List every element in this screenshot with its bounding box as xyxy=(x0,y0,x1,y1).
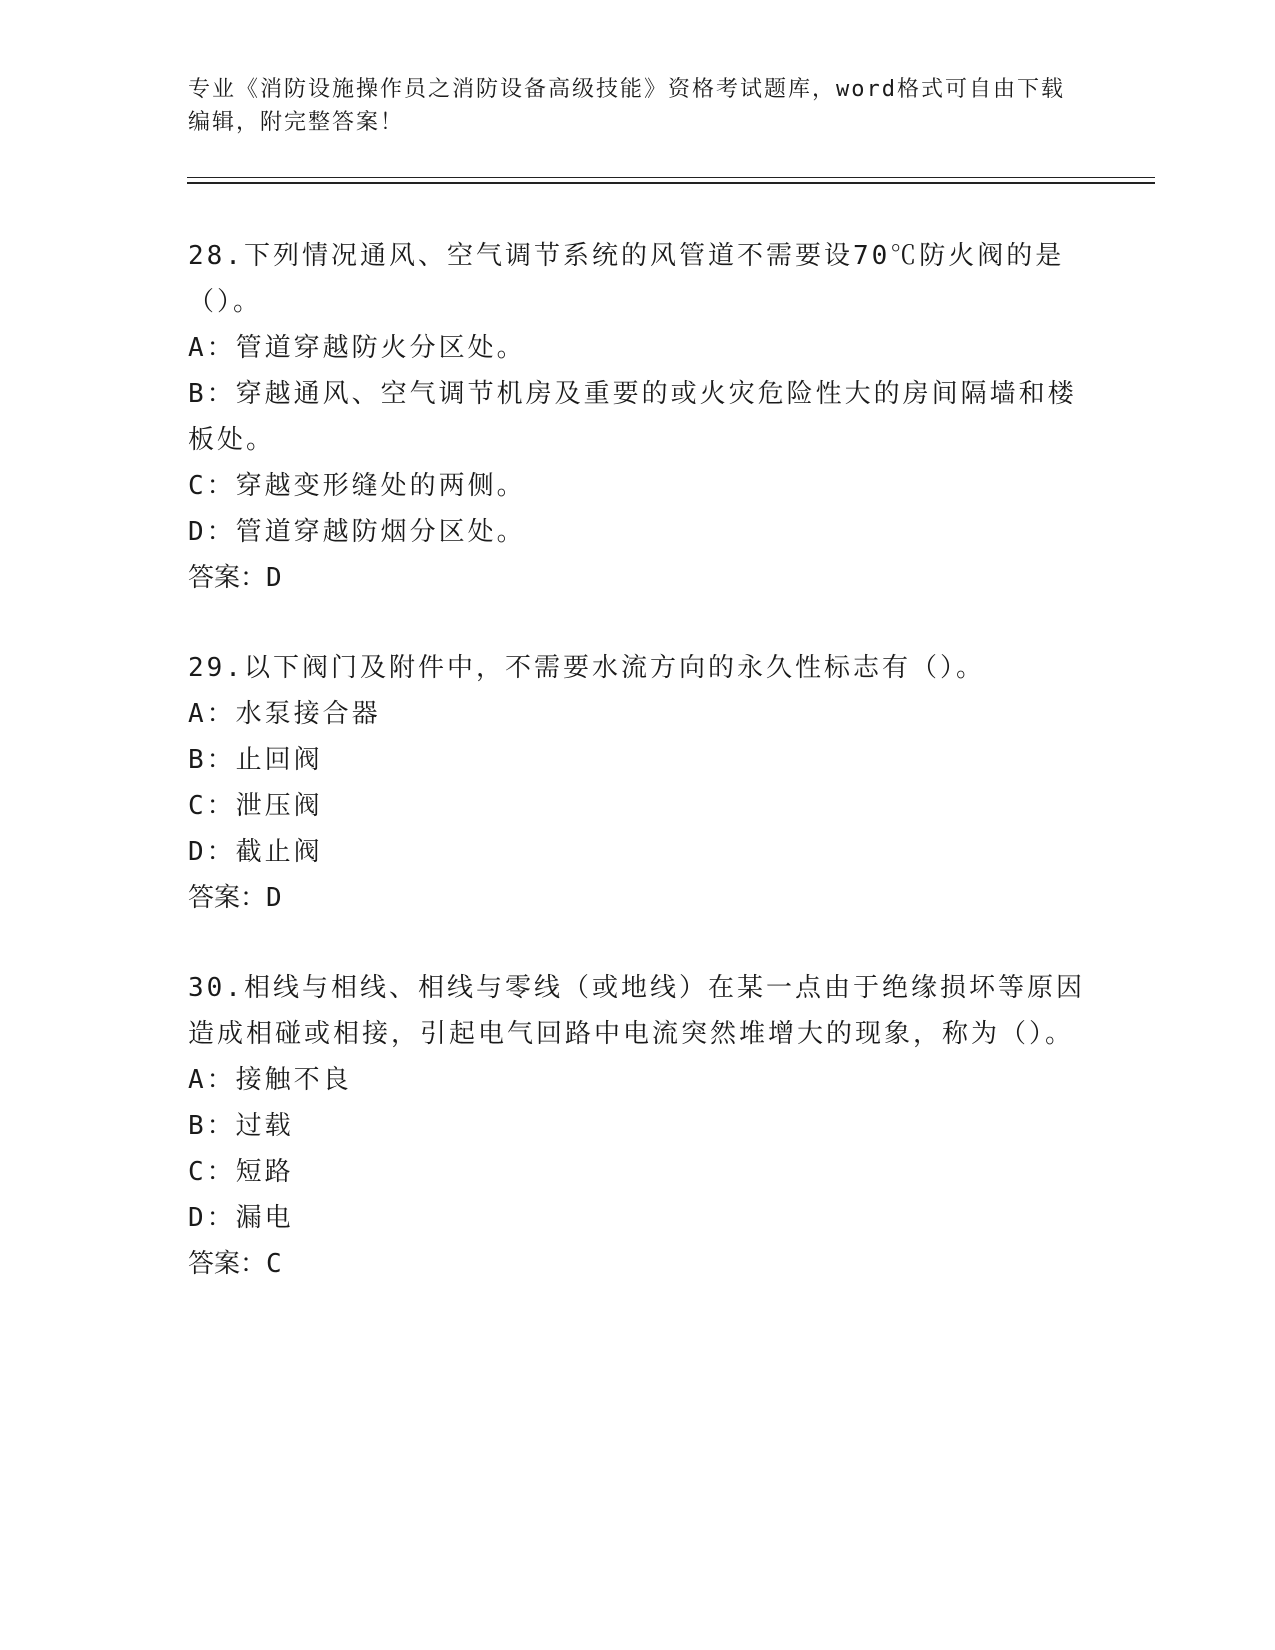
option-a: A：水泵接合器 xyxy=(188,699,381,729)
question-30 xyxy=(188,965,1088,1287)
option-d: D：漏电 xyxy=(188,1203,294,1233)
option-b: B：穿越通风、空气调节机房及重要的或火灾危险性大的房间隔墙和楼板处。 xyxy=(188,379,1077,455)
option-c: C：短路 xyxy=(188,1157,294,1187)
header-divider-thick xyxy=(187,182,1155,184)
header-text: 专业《消防设施操作员之消防设备高级技能》资格考试题库，word格式可自由下载编辑，附完整答案！ xyxy=(188,77,1065,135)
question-stem: 30.相线与相线、相线与零线（或地线）在某一点由于绝缘损坏等原因造成相碰或相接，引起电气回路中电流突然堆增大的现象，称为（）。 xyxy=(188,973,1085,1049)
answer: 答案：D xyxy=(188,563,282,593)
question-stem: 28.下列情况通风、空气调节系统的风管道不需要设70℃防火阀的是（）。 xyxy=(188,241,1065,317)
question-stem: 29.以下阀门及附件中，不需要水流方向的永久性标志有（）。 xyxy=(188,653,985,683)
option-d: D：截止阀 xyxy=(188,837,323,867)
header-divider-thin xyxy=(187,177,1155,178)
option-a: A：接触不良 xyxy=(188,1065,352,1095)
question-29 xyxy=(188,645,1088,921)
option-b: B：过载 xyxy=(188,1111,294,1141)
answer: 答案：D xyxy=(188,883,282,913)
question-28 xyxy=(188,233,1088,601)
option-b: B：止回阀 xyxy=(188,745,323,775)
option-c: C：穿越变形缝处的两侧。 xyxy=(188,471,526,501)
option-c: C：泄压阀 xyxy=(188,791,323,821)
option-a: A：管道穿越防火分区处。 xyxy=(188,333,526,363)
document-header xyxy=(188,73,1068,139)
answer: 答案：C xyxy=(188,1249,282,1279)
option-d: D：管道穿越防烟分区处。 xyxy=(188,517,526,547)
